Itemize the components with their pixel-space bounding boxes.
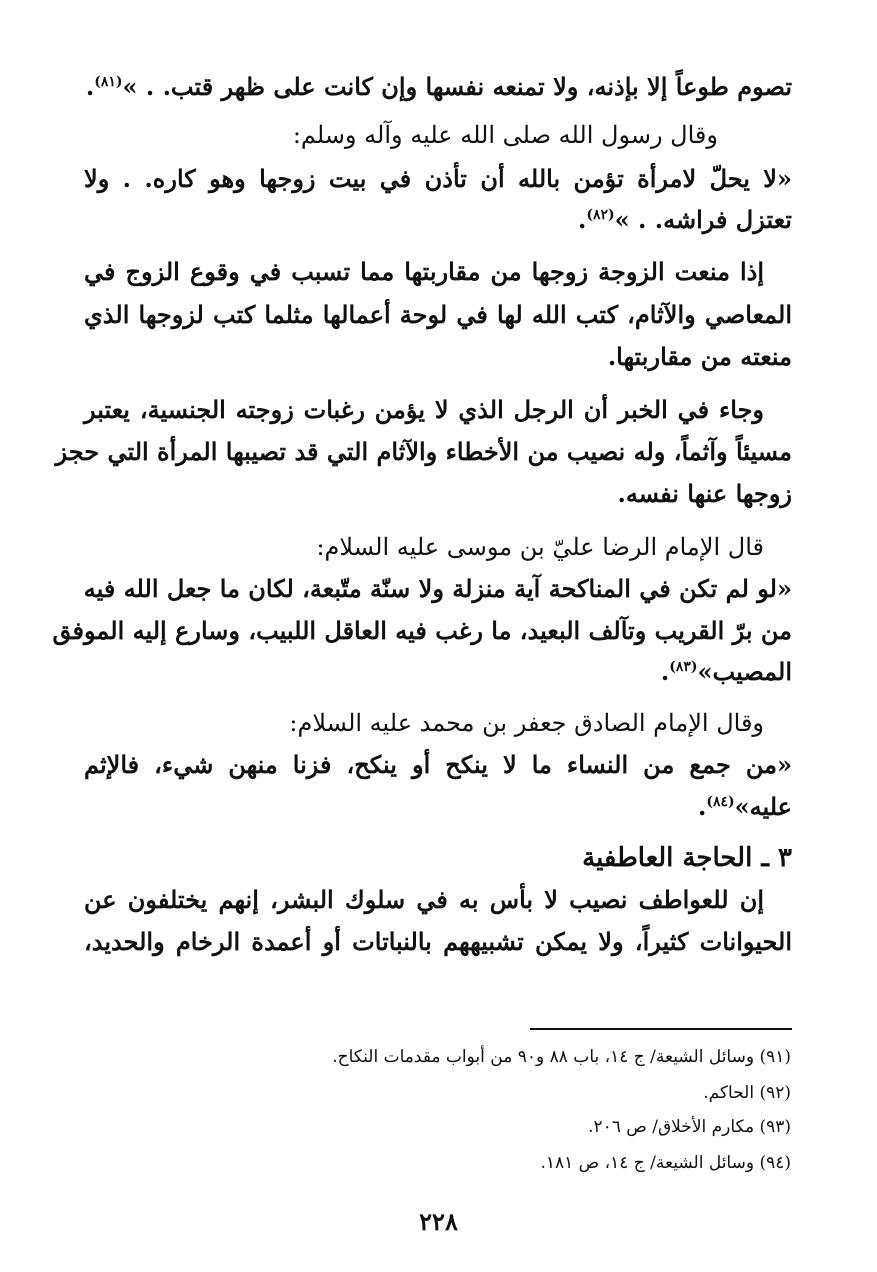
footnote-ref[interactable]: (٨٣) [669,659,698,675]
body-line: المعاصي والآثام، كتب الله لها في لوحة أعمالها مثلما كتب لزوجها الذي [84,300,792,329]
body-line: منعته من مقاربتها. [607,342,792,371]
hadith-line: عليه»$^{(٨٤)}$. [697,792,792,821]
footnote: (٩١) وسائل الشيعة/ ج ١٤، باب ٨٨ و٩٠ من أبواب مقدمات النكاح. [332,1047,791,1067]
body-line: وجاء في الخبر أن الرجل الذي لا يؤمن رغبات زوجته الجنسية، يعتبر [84,395,764,424]
footnote: (٩٤) وسائل الشيعة/ ج ١٤، ص ١٨١. [540,1153,791,1173]
body-line: تصوم طوعاً إلا بإذنه، ولا تمنعه نفسها وإن كانت على ظهر قتب. . »$^{(٨١)}$. [85,72,792,101]
footnote: (٩٢) الحاكم. [703,1083,791,1103]
footnote: (٩٣) مكارم الأخلاق/ ص ٢٠٦. [588,1117,791,1137]
hadith-line: من برّ القريب وتآلف البعيد، ما رغب فيه العاقل اللبيب، وسارع إليه الموفق [52,616,792,645]
footnote-ref[interactable]: (٨١) [94,74,123,90]
footnote-divider [530,1028,792,1030]
footnote-ref[interactable]: (٨٤) [706,794,735,810]
body-line: مسيئاً وآثماً، وله نصيب من الأخطاء والآثام التي قد تصيبها المرأة التي حجز [55,437,792,466]
page-number: ٢٢٨ [419,1207,458,1236]
body-line: وقال الإمام الصادق جعفر بن محمد عليه السلام: [289,709,764,737]
hadith-line: «لو لم تكن في المناكحة آية منزلة ولا سنّة متّبعة، لكان ما جعل الله فيه [83,574,792,603]
hadith-line: المصيب»$^{(٨٣)}$. [660,657,792,686]
section-heading: ٣ ـ الحاجة العاطفية [582,843,792,873]
body-line: الحيوانات كثيراً، ولا يمكن تشبيههم بالنباتات أو أعمدة الرخام والحديد، [84,927,792,956]
body-line: زوجها عنها نفسه. [617,479,792,508]
body-line: قال الإمام الرضا عليّ بن موسى عليه السلام: [316,533,764,561]
body-line: إن للعواطف نصيب لا بأس به في سلوك البشر، إنهم يختلفون عن [84,885,764,914]
body-line: وقال رسول الله صلى الله عليه وآله وسلم: [292,121,718,149]
hadith-line: «لا يحلّ لامرأة تؤمن بالله أن تأذن في بيت زوجها وهو كاره. . ولا [84,164,792,193]
hadith-line: تعتزل فراشه. . »$^{(٨٢)}$. [578,205,792,234]
footnote-ref[interactable]: (٨٢) [586,207,615,223]
body-line: إذا منعت الزوجة زوجها من مقاربتها مما تسبب في وقوع الزوج في [84,257,764,286]
hadith-line: «من جمع من النساء ما لا ينكح أو ينكح، فزنا منهن شيء، فالإثم [84,750,792,779]
